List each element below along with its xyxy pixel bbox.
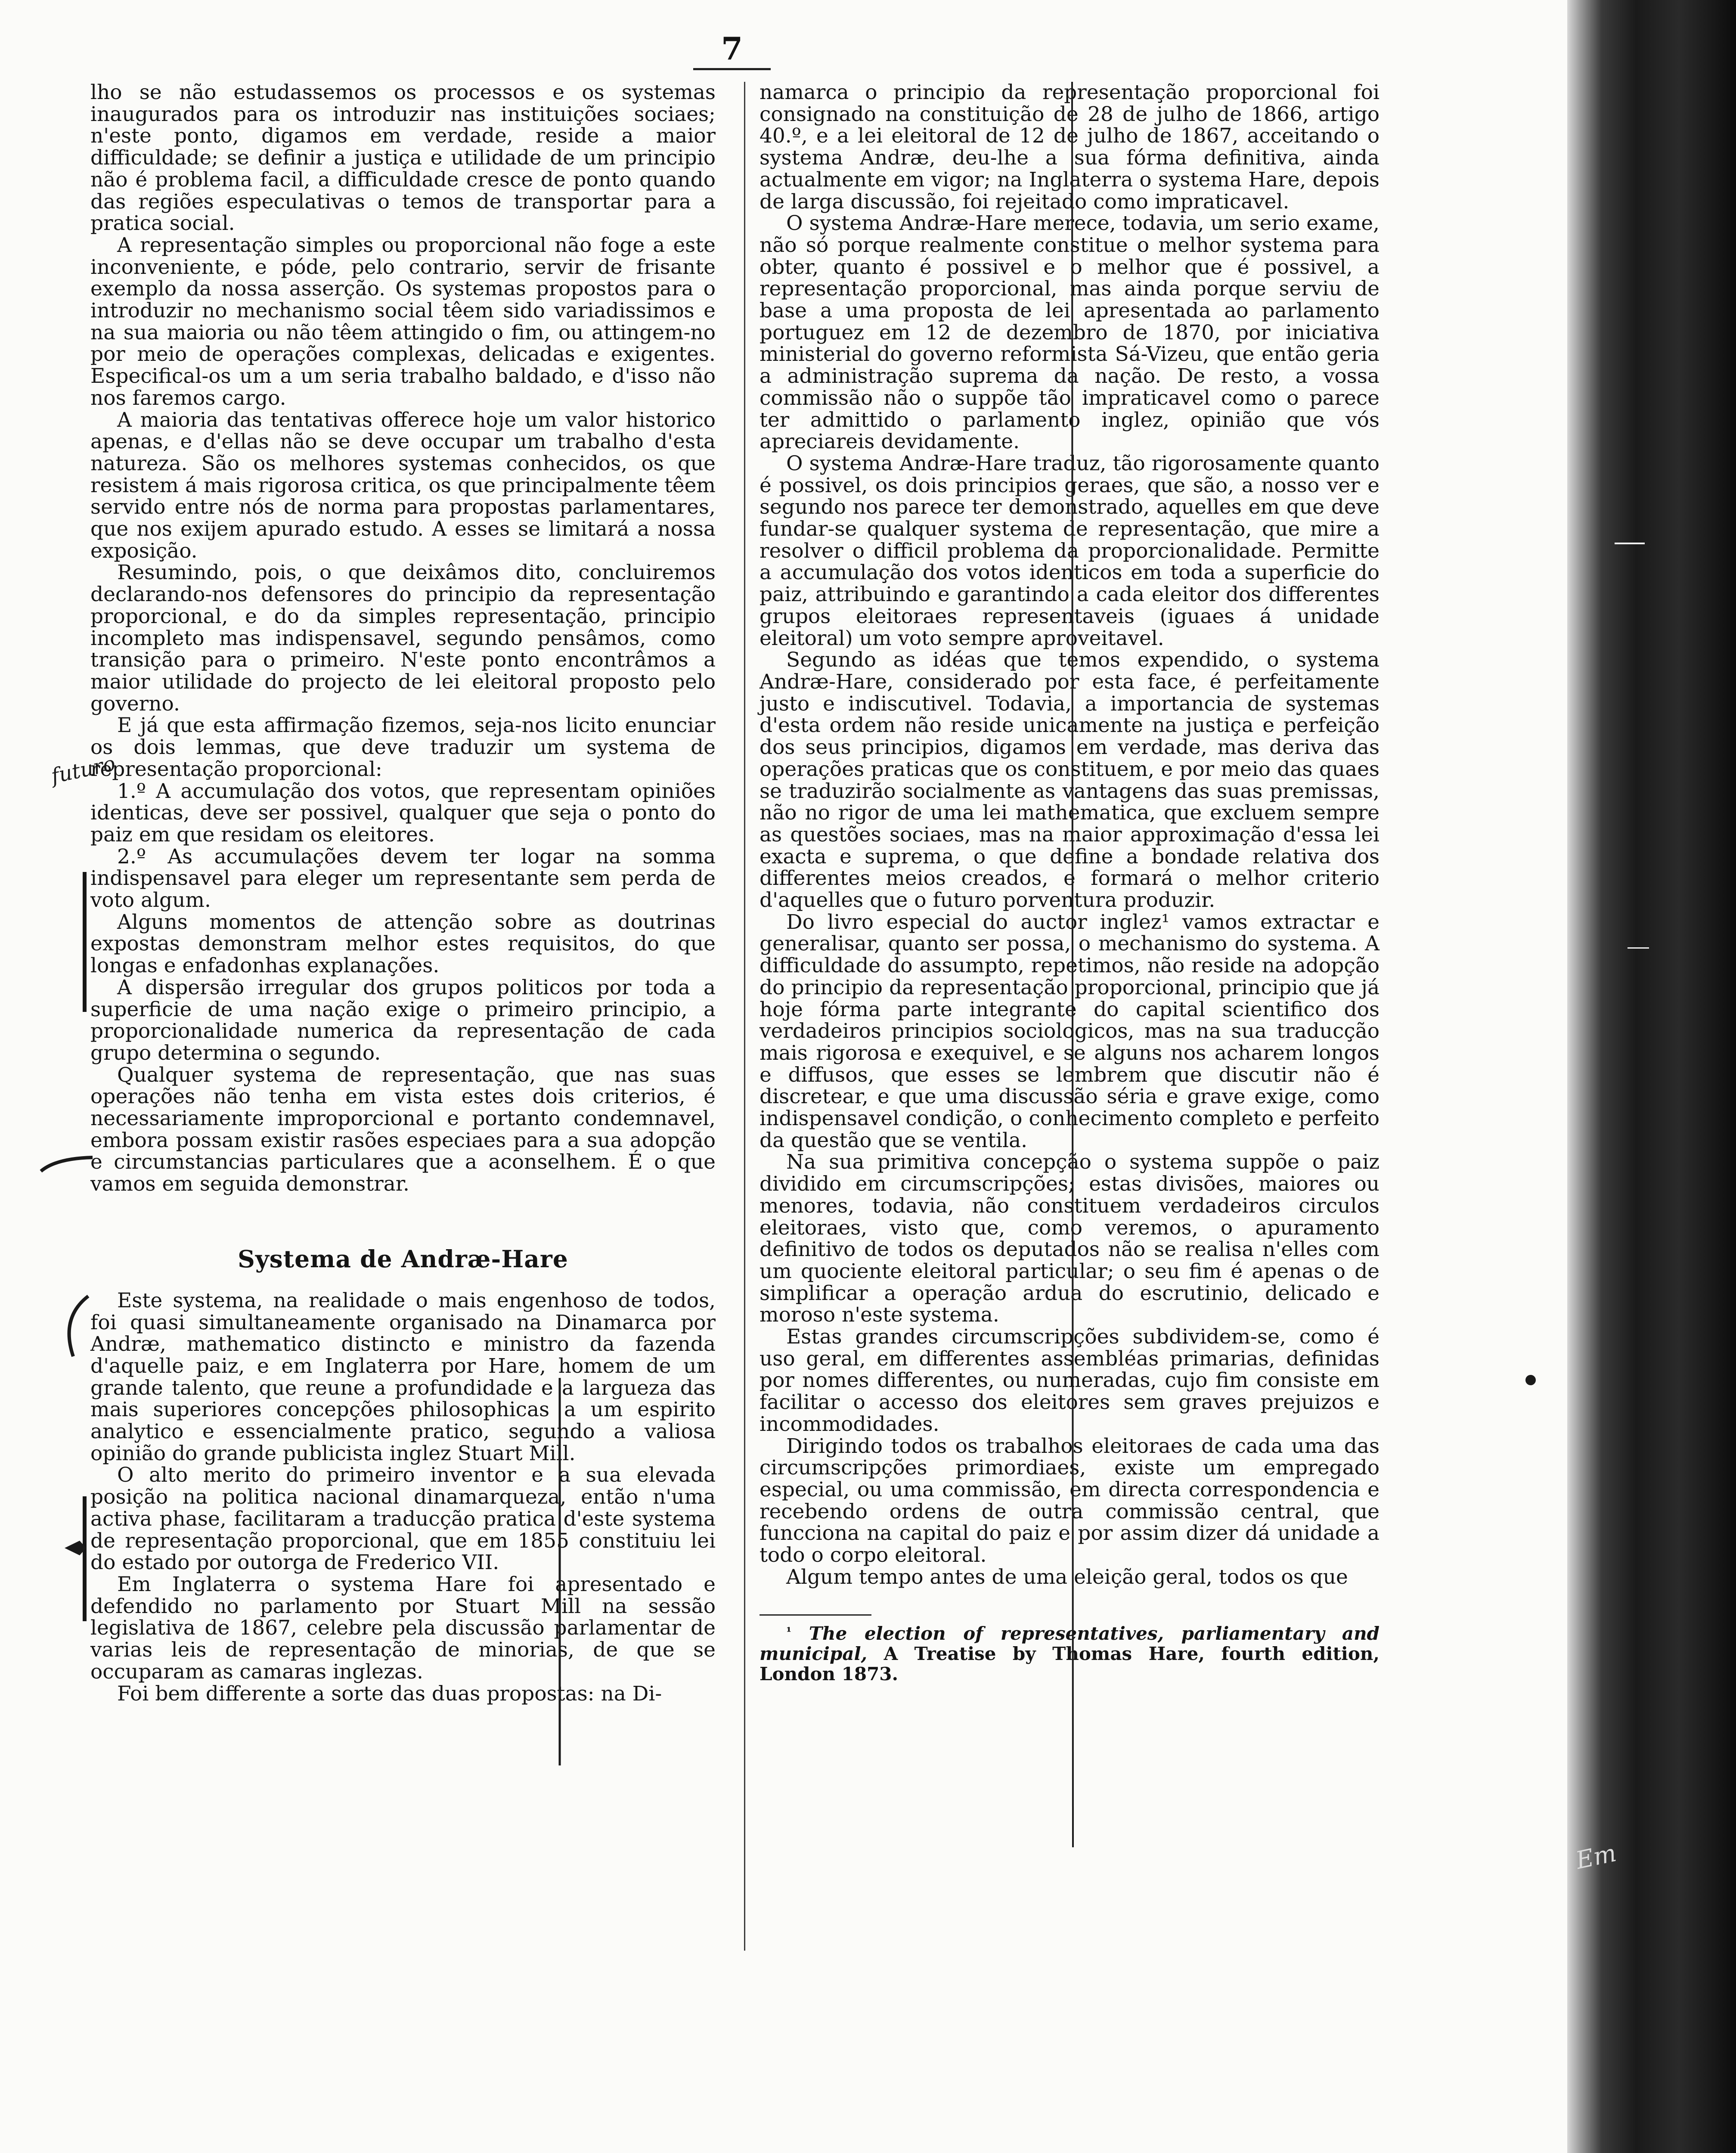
paragraph: Dirigindo todos os trabalhos eleitoraes de cada uma das circumscripções primordiaes, existe um empregado especial, ou uma commissão, em directa correspondencia e recebendo ordens de outra commissão central, que funcciona na capital do paiz e por assim dizer dá unidade a todo o corpo eleitoral. xyxy=(760,1434,1380,1567)
footnote-rule xyxy=(760,1614,871,1616)
paragraph: Qualquer systema de representação, que nas suas operações não tenha em vista estes dois criterios, é necessariamente improporcional e portanto condemnavel, embora possam existir rasões especiaes para a sua adopção e circumstancias particulares que a aconselhem. É o que vamos em seguida demonstrar. xyxy=(90,1063,716,1196)
paragraph: Resumindo, pois, o que deixâmos dito, concluiremos declarando-nos defensores do principio da representação proporcional, e do da simples representação, principio incompleto mas indispensavel, segundo pensâmos, como transição para o primeiro. N'este ponto encontrâmos a maior utilidade do projecto de lei eleitoral proposto pelo governo. xyxy=(90,561,716,716)
paragraph: Algum tempo antes de uma eleição geral, todos os que xyxy=(786,1565,1348,1589)
paragraph: O systema Andræ-Hare traduz, tão rigorosamente quanto é possivel, os dois principios geraes, que são, a nosso ver e segundo nos parece ter demonstrado, aquelles em que deve fundar-se qualquer systema de representação, que mire a resolver o difficil problema da proporcionalidade. Permitte a accumulação dos votos identicos em toda a superficie do paiz, attribuindo e garantindo a cada eleitor dos differentes grupos eleitoraes representaveis (iguaes á unidade eleitoral) um voto sempre aproveitavel. xyxy=(760,451,1380,650)
paragraph: O systema Andræ-Hare merece, todavia, um serio exame, não só porque realmente constitue o melhor systema para obter, quanto é possivel e o melhor que é possivel, a representação proporcional, mas ainda porque serviu de base a uma proposta de lei apresentada ao parlamento portuguez em 12 de dezembro de 1870, por iniciativa ministerial do governo reformista Sá-Vizeu, que então geria a administração suprema da nação. De resto, a vossa commissão não o suppõe tão impraticavel como o parece ter admittido o parlamento inglez, opinião que vós apreciareis devidamente. xyxy=(760,211,1380,454)
paragraph: Alguns momentos de attenção sobre as doutrinas expostas demonstram melhor estes requisitos, do que longas e enfadonhas explanações. xyxy=(90,910,716,978)
margin-bracket xyxy=(83,872,87,1012)
paragraph: A representação simples ou proporcional não foge a este inconveniente, e póde, pelo contrario, servir de frisante exemplo da nossa asserção. Os systemas propostos para o introduzir no mechanismo social têem sido variadissimos e na sua maioria ou não têem attingido o fim, ou attingem-no por meio de operações complexas, delicadas e exigentes. Especifical-os um a um seria trabalho baldado, e d'isso não nos faremos cargo. xyxy=(90,233,716,410)
margin-arrow-mark xyxy=(39,1145,95,1180)
paragraph: A dispersão irregular dos grupos politicos por toda a superficie de uma nação exige o primeiro principio, a proporcionalidade numerica da representação de cada grupo determina o segundo. xyxy=(90,975,716,1065)
paragraph: E já que esta affirmação fizemos, seja-nos licito enunciar os dois lemmas, que deve traduzir um systema de representação proporcional: xyxy=(90,714,716,781)
lemma-1: 1.º A accumulação dos votos, que representam opiniões identicas, deve ser possivel, qualquer que seja o ponto do paiz em que residam os eleitores. xyxy=(90,779,716,847)
section-heading: Systema de Andræ-Hare xyxy=(238,1244,568,1273)
paragraph: Em Inglaterra o systema Hare foi apresentado e defendido no parlamento por Stuart Mill na sessão legislativa de 1867, celebre pela discussão parlamentar de varias leis de representação de minorias, de que se occuparam as camaras inglezas. xyxy=(90,1573,716,1684)
bullet-mark xyxy=(1522,1371,1539,1389)
paragraph: lho se não estudassemos os processos e os systemas inaugurados para os introduzir nas instituições sociaes; n'este ponto, digamos em verdade, reside a maior difficuldade; se definir a justiça e utilidade de um principio não é problema facil, a difficuldade cresce de ponto quando das regiões especulativas o temos de transportar para a pratica social. xyxy=(90,81,716,236)
paragraph: O alto merito do primeiro inventor e a sua elevada posição na politica nacional dinamarqueza, então n'uma activa phase, facilitaram a traducção pratica d'este systema de representação proporcional, que em 1855 constituiu lei do estado por outorga de Frederico VII. xyxy=(90,1463,716,1575)
footnote-text: A Treatise by Thomas Hare, fourth edition, London 1873. xyxy=(760,1643,1380,1685)
handwritten-edge-note: Em xyxy=(1573,1839,1619,1875)
handwritten-margin-note: futuro xyxy=(49,751,118,789)
scan-edge-right xyxy=(1567,0,1736,2153)
paragraph: Na sua primitiva concepção o systema suppõe o paiz dividido em circumscripções; estas divisões, maiores ou menores, todavia, não constituem verdadeiros circulos eleitoraes, visto que, como veremos, o apuramento definitivo de todos os deputados não se realisa n'elles com um quociente eleitoral particular; o seu fim é apenas o de simplificar a operação ardua do escrutinio, delicado e moroso n'este systema. xyxy=(760,1150,1380,1327)
column-divider xyxy=(744,82,745,1951)
marginal-vertical-stroke xyxy=(1068,82,1076,1847)
paragraph: namarca o principio da representação proporcional foi consignado na constituição de 28 de julho de 1866, artigo 40.º, e a lei eleitoral de 12 de julho de 1867, acceitando o systema Andræ, deu-lhe a sua fórma definitiva, ainda actualmente em vigor; na Inglaterra o systema Hare, depois de larga discussão, foi rejeitado como impraticavel. xyxy=(760,81,1380,214)
paragraph: Do livro especial do auctor inglez¹ vamos extractar e generalisar, quanto ser possa, o mechanismo do systema. A difficuldade do assumpto, repetimos, não reside na adopção do principio da representação proporcional, principio que já hoje fórma parte integrante do capital scientifico dos verdadeiros principios sociologicos, mas na sua traducção mais rigorosa e exequivel, e se alguns nos acharem longos e diffusos, que esses se lembrem que discutir não é discretear, e que uma discussão séria e grave exige, como indispensavel condição, o conhecimento completo e perfeito da questão que se ventila. xyxy=(760,910,1380,1152)
footnote-marker: ¹ xyxy=(786,1624,792,1639)
marginal-vertical-stroke xyxy=(555,1378,564,1765)
paragraph: Estas grandes circumscripções subdividem-se, como é uso geral, em differentes assembléas primarias, definidas por nomes differentes, ou numeradas, cujo fim consiste em facilitar o accesso dos eleitores sem graves prejuizos e incommodidades. xyxy=(760,1325,1380,1436)
lemma-2: 2.º As accumulações devem ter logar na somma indispensavel para eleger um representante sem perda de voto algum. xyxy=(90,844,716,912)
footnote-title: The election of representatives, parliamentary and municipal, xyxy=(760,1623,1380,1664)
paragraph: Segundo as idéas que temos expendido, o systema Andræ-Hare, considerado por esta face, é perfeitamente justo e indiscutivel. Todavia, a importancia de systemas d'esta ordem não reside unicamente na justiça e perfeição dos seus principios, digamos em verdade, mas deriva das operações praticas que os constituem, e por meio das quaes se traduzirão socialmente as vantagens das suas premissas, não no rigor de uma lei mathematica, que excluem sempre as questões sociaes, mas na maior approximação d'essa lei exacta e suprema, o que define a bondade relativa dos differentes meios creados, e formará o melhor criterio d'aquelles que o futuro porventura produzir. xyxy=(760,648,1380,912)
paragraph: A maioria das tentativas offerece hoje um valor historico apenas, e d'ellas não se deve occupar um trabalho d'esta natureza. São os melhores systemas conhecidos, os que resistem á mais rigorosa critica, os que principalmente têem servido entre nós de norma para propostas parlamentares, que nos exijem apurado estudo. A esses se limitará a nossa exposição. xyxy=(90,408,716,563)
paragraph: Foi bem differente a sorte das duas propostas: na Di- xyxy=(117,1681,662,1706)
margin-bracket-mark xyxy=(47,1292,95,1365)
page-number: 7 xyxy=(721,30,743,67)
pointing-hand-mark xyxy=(60,1533,90,1563)
left-column xyxy=(90,82,716,1705)
paragraph: Este systema, na realidade o mais engenhoso de todos, foi quasi simultaneamente organisado na Dinamarca por Andræ, mathematico distincto e ministro da fazenda d'aquelle paiz, e em Inglaterra por Hare, homem de um grande talento, que reune a profundidade e a largueza das mais superiores concepções philosophicas a um espirito analytico e essencialmente pratico, segundo a valiosa opinião do grande publicista inglez Stuart Mill. xyxy=(90,1288,716,1465)
page-number-underline xyxy=(693,68,771,70)
